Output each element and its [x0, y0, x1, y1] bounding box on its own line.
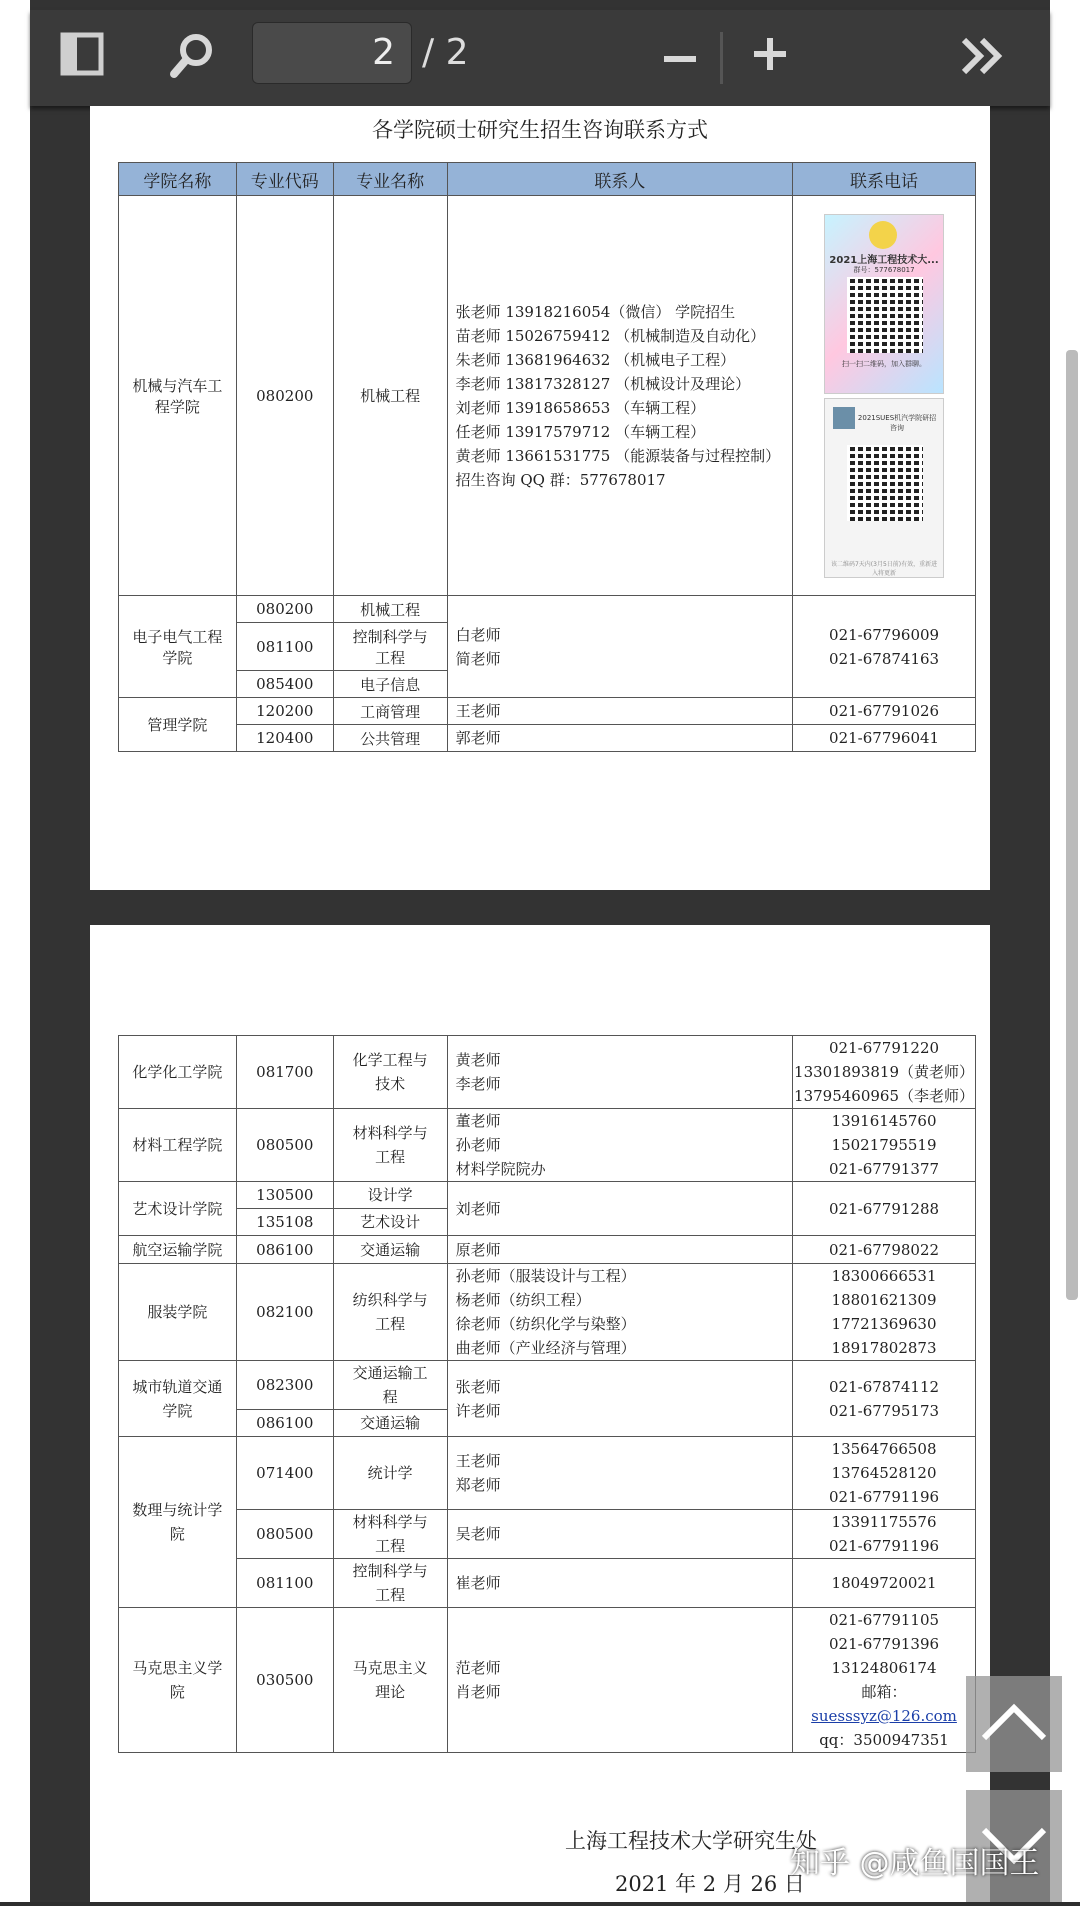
contact-line: 材料学院院办: [455, 1160, 546, 1178]
contact-line: 张老师 13918216054（微信） 学院招生: [455, 302, 736, 321]
scrollbar[interactable]: [1066, 350, 1078, 1300]
major-cell: 交通运输: [333, 1410, 447, 1437]
college-cell: 化学化工学院: [119, 1036, 237, 1109]
qr-cell: [793, 196, 976, 596]
header-code: 专业代码: [236, 163, 333, 196]
code-cell: 086100: [236, 1236, 333, 1264]
contacts-cell: 郭老师: [447, 725, 793, 752]
table-row: [119, 1559, 976, 1608]
major-cell: 纺织科学与工程: [333, 1264, 447, 1361]
contact-line: 徐老师（纺织化学与染整）: [455, 1315, 636, 1333]
contact-line: 孙老师: [455, 1136, 501, 1154]
phone-cell: [793, 1510, 976, 1559]
phone-line: 021-67795173: [829, 1401, 940, 1420]
college-cell: 艺术设计学院: [119, 1182, 237, 1236]
qr-caption: 该二维码7天内(3月5日前)有效，重新进入将更新: [830, 560, 938, 577]
avatar: [833, 407, 855, 429]
qr-caption: 扫一扫二维码，加入群聊。: [842, 359, 927, 368]
contacts-cell: 王老师: [447, 698, 793, 725]
major-cell: 设计学: [333, 1182, 447, 1209]
qr-title: 2021SUES机汽学院研招咨询: [857, 413, 937, 432]
contact-line: 董老师: [455, 1112, 501, 1130]
contact-line: 简老师: [455, 649, 501, 668]
code-cell: 082100: [236, 1264, 333, 1361]
code-cell: 085400: [236, 671, 333, 698]
college-cell: 航空运输学院: [119, 1236, 237, 1264]
contacts-cell: 吴老师: [447, 1510, 792, 1559]
contacts-cell: [447, 196, 793, 596]
toolbar-divider: [720, 32, 723, 84]
contacts-cell: 刘老师: [447, 1182, 792, 1236]
zoom-in-button[interactable]: [750, 34, 790, 74]
code-cell: 081100: [236, 1559, 333, 1608]
contact-line: 范老师: [455, 1659, 501, 1677]
contact-line: 许老师: [455, 1401, 501, 1420]
table-row: [119, 1510, 976, 1559]
table-row: [119, 698, 976, 725]
contact-line: 李老师 13817328127 （机械设计及理论）: [455, 374, 751, 393]
college-cell: 数理与统计学院: [119, 1437, 237, 1608]
phone-line: 021-67791220: [829, 1039, 940, 1057]
phone-line: qq：3500947351: [819, 1731, 949, 1749]
table-row: [119, 1361, 976, 1410]
contact-table-1: [118, 162, 976, 752]
contact-line: 曲老师（产业经济与管理）: [455, 1339, 636, 1357]
contact-line: 白老师: [455, 625, 501, 644]
table-row: [119, 196, 976, 596]
college-cell: 城市轨道交通学院: [119, 1361, 237, 1437]
code-cell: 030500: [236, 1608, 333, 1753]
contacts-cell: [447, 596, 793, 698]
table-row: [119, 596, 976, 623]
college-cell: 材料工程学院: [119, 1109, 237, 1182]
table-row: [119, 1036, 976, 1109]
pdf-page-2: [90, 925, 990, 1902]
phone-cell: 021-67791288: [793, 1182, 976, 1236]
document-title: 各学院硕士研究生招生咨询联系方式: [372, 118, 708, 142]
contact-line: 张老师: [455, 1377, 501, 1396]
wechat-group-qr-image: [824, 398, 944, 578]
table-header-row: [119, 163, 976, 196]
table-row: [119, 1236, 976, 1264]
contacts-cell: [447, 1608, 792, 1753]
header-major: 专业名称: [333, 163, 447, 196]
page-number-input[interactable]: 2: [252, 22, 412, 84]
major-cell: 交通运输: [333, 1236, 447, 1264]
phone-line: 18801621309: [831, 1291, 937, 1309]
code-cell: 081700: [236, 1036, 333, 1109]
table-row: [119, 1608, 976, 1753]
sidebar-icon: [60, 32, 104, 76]
phone-cell: [793, 1264, 976, 1361]
phone-cell: [793, 1437, 976, 1510]
code-cell: 135108: [236, 1209, 333, 1236]
college-cell: 机械与汽车工程学院: [119, 196, 237, 596]
minus-icon: [660, 40, 700, 80]
table-row: [119, 1182, 976, 1209]
phone-line: 18917802873: [831, 1339, 937, 1357]
contact-line: 朱老师 13681964632 （机械电子工程）: [455, 350, 736, 369]
phone-line: 邮箱：: [861, 1683, 907, 1701]
contact-line: 任老师 13917579712 （车辆工程）: [455, 422, 706, 441]
contact-line: 招生咨询 QQ 群：577678017: [455, 470, 666, 489]
major-cell: 控制科学与工程: [333, 1559, 447, 1608]
phone-cell: 18049720021: [793, 1559, 976, 1608]
qq-group-qr-image: [824, 214, 944, 394]
phone-cell: [793, 1036, 976, 1109]
header-college: 学院名称: [119, 163, 237, 196]
phone-line: 13301893819（黄老师）: [794, 1063, 975, 1081]
phone-line: 021-67791105: [829, 1611, 940, 1629]
contact-line: 孙老师（服装设计与工程）: [455, 1267, 636, 1285]
major-cell: 材料科学与工程: [333, 1109, 447, 1182]
college-cell: 马克思主义学院: [119, 1608, 237, 1753]
code-cell: 080500: [236, 1510, 333, 1559]
table-row: [119, 1437, 976, 1510]
page-total: / 2: [422, 32, 469, 73]
code-cell: 120200: [236, 698, 333, 725]
college-cell: 管理学院: [119, 698, 237, 752]
code-cell: 086100: [236, 1410, 333, 1437]
major-cell: 工商管理: [333, 698, 447, 725]
contact-line: 肖老师: [455, 1683, 501, 1701]
phone-line: 021-67791196: [829, 1537, 940, 1555]
code-cell: 130500: [236, 1182, 333, 1209]
email-link[interactable]: suesssyz@126.com: [811, 1707, 957, 1725]
major-cell: 材料科学与工程: [333, 1510, 447, 1559]
major-cell: 马克思主义理论: [333, 1608, 447, 1753]
phone-cell: 021-67796041: [793, 725, 976, 752]
plus-icon: [750, 34, 790, 74]
pdf-toolbar: [30, 10, 1050, 106]
watermark: 知乎 @咸鱼国国王: [790, 1846, 1040, 1881]
phone-line: 021-67874112: [829, 1377, 940, 1396]
phone-line: 13916145760: [831, 1112, 937, 1130]
code-cell: 080200: [236, 596, 333, 623]
contact-line: 王老师: [455, 1452, 501, 1470]
phone-line: 13564766508: [831, 1440, 937, 1458]
document-date: 2021 年 2 月 26 日: [615, 1872, 805, 1896]
qr-subtitle: 群号：577678017: [853, 265, 915, 274]
contacts-cell: [447, 1437, 792, 1510]
major-cell: 艺术设计: [333, 1209, 447, 1236]
contact-line: 黄老师 13661531775 （能源装备与过程控制）: [455, 446, 781, 465]
phone-cell: 021-67798022: [793, 1236, 976, 1264]
major-cell: 机械工程: [333, 596, 447, 623]
avatar: [869, 221, 897, 249]
table-row: [119, 725, 976, 752]
code-cell: 071400: [236, 1437, 333, 1510]
zoom-out-button[interactable]: [660, 40, 700, 80]
code-cell: 080500: [236, 1109, 333, 1182]
table-row: [119, 1109, 976, 1182]
contacts-cell: [447, 1036, 792, 1109]
pdf-page-1: [90, 106, 990, 890]
phone-line: 15021795519: [831, 1136, 937, 1154]
code-cell: 082300: [236, 1361, 333, 1410]
phone-line: 13795460965（李老师）: [794, 1087, 975, 1105]
contact-line: 杨老师（纺织工程）: [455, 1291, 591, 1309]
contacts-cell: [447, 1361, 792, 1437]
qr-title: 2021上海工程技术大...: [829, 254, 939, 266]
college-cell: 电子电气工程学院: [119, 596, 237, 698]
major-cell: 电子信息: [333, 671, 447, 698]
double-chevron-right-icon: [960, 34, 1010, 78]
college-cell: 服装学院: [119, 1264, 237, 1361]
major-cell: 公共管理: [333, 725, 447, 752]
phone-cell: [793, 1608, 976, 1753]
phone-line: 13391175576: [831, 1513, 937, 1531]
phone-cell: [793, 1109, 976, 1182]
search-icon: [168, 30, 218, 80]
signature: 上海工程技术大学研究生处: [565, 1829, 817, 1853]
contact-line: 郑老师: [455, 1476, 501, 1494]
contacts-cell: [447, 1109, 792, 1182]
phone-line: 021-67874163: [829, 649, 940, 668]
major-cell: 化学工程与技术: [333, 1036, 447, 1109]
contacts-cell: 崔老师: [447, 1559, 792, 1608]
scroll-up-button[interactable]: [966, 1676, 1062, 1772]
qr-code-icon: [847, 277, 923, 353]
code-cell: 081100: [236, 623, 333, 671]
major-cell: 控制科学与工程: [333, 623, 447, 671]
contact-line: 黄老师: [455, 1051, 501, 1069]
phone-line: 13124806174: [831, 1659, 937, 1677]
contacts-cell: [447, 1264, 792, 1361]
contact-line: 苗老师 15026759412 （机械制造及自动化）: [455, 326, 766, 345]
code-cell: 080200: [236, 196, 333, 596]
major-cell: 统计学: [333, 1437, 447, 1510]
phone-line: 17721369630: [831, 1315, 937, 1333]
phone-line: 021-67791196: [829, 1488, 940, 1506]
code-cell: 120400: [236, 725, 333, 752]
phone-line: 021-67791377: [829, 1160, 940, 1178]
search-button[interactable]: [168, 30, 218, 80]
contacts-cell: 原老师: [447, 1236, 792, 1264]
major-cell: 机械工程: [333, 196, 447, 596]
major-cell: 交通运输工程: [333, 1361, 447, 1410]
phone-cell: [793, 596, 976, 698]
phone-line: 13764528120: [831, 1464, 937, 1482]
phone-line: 021-67791396: [829, 1635, 940, 1653]
phone-line: 021-67796009: [829, 625, 940, 644]
header-phone: 联系电话: [793, 163, 976, 196]
phone-cell: 021-67791026: [793, 698, 976, 725]
contact-line: 刘老师 13918658653 （车辆工程）: [455, 398, 706, 417]
chevron-up-icon: [966, 1676, 1062, 1772]
contact-table-2: [118, 1035, 976, 1753]
sidebar-toggle-button[interactable]: [60, 32, 104, 76]
contact-line: 李老师: [455, 1075, 501, 1093]
table-row: [119, 1264, 976, 1361]
qr-code-icon: [847, 445, 923, 521]
more-tools-button[interactable]: [960, 34, 1010, 78]
header-contact: 联系人: [447, 163, 793, 196]
phone-cell: [793, 1361, 976, 1437]
left-margin: [0, 0, 30, 1902]
phone-line: 18300666531: [831, 1267, 937, 1285]
